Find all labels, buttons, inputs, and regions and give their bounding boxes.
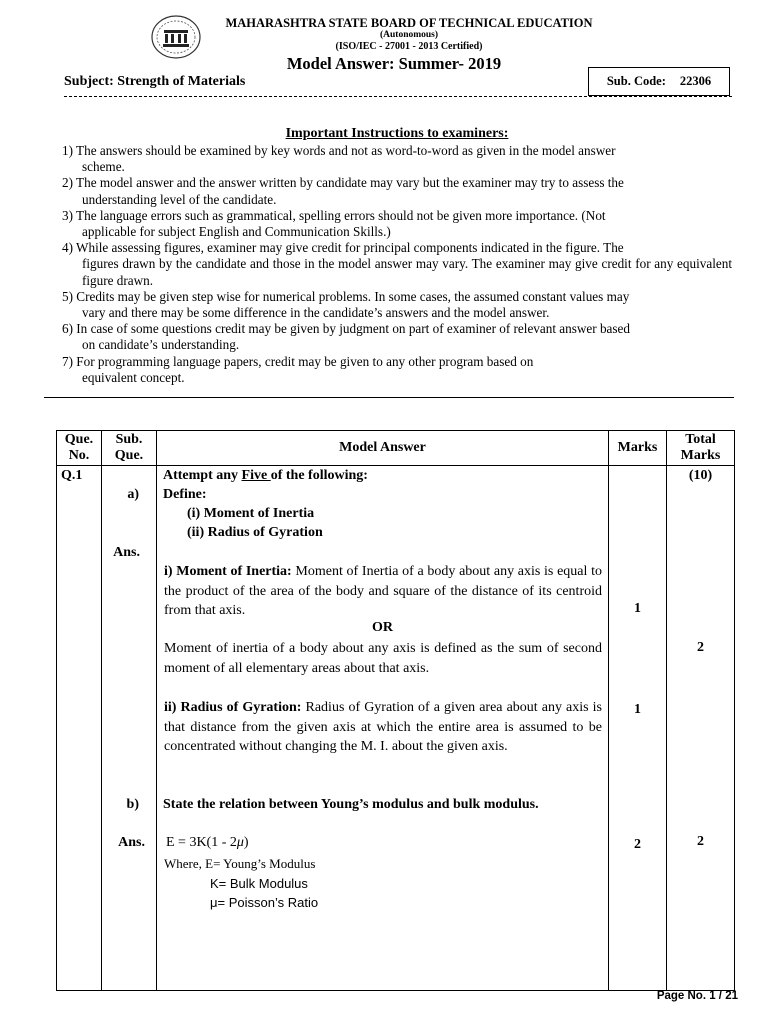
sub-que-cell [102,466,157,991]
subject-code-value: 22306 [679,74,712,88]
instruction-5: 5) Credits may be given step wise for numerical problems. In some cases, the assumed constant values may [62,288,630,304]
header-sub-que: Sub. Que. [102,431,157,466]
or-separator: OR [372,620,393,635]
header-model-answer: Model Answer [157,431,609,466]
poisson-ratio-def: μ= Poisson’s Ratio [210,895,319,910]
subject-code-label: Sub. Code: [606,74,666,88]
subject-code-box [588,67,730,96]
table-header-row [57,431,735,466]
moment-of-inertia-definition: i) Moment of Inertia: Moment of Inertia of a body about any axis is equal to the product of the area of the body and square of the distance of its centroid from that axis. [164,564,602,618]
marks-a-ii: 1 [634,702,641,717]
instruction-1: 1) The answers should be examined by key words and not as word-to-word as given in the model answer [62,143,616,158]
section-rule [44,397,734,398]
instruction-5-cont: vary and there may be some difference in the candidate’s answers and the model answer. [82,305,550,321]
dashed-divider [64,96,732,97]
instruction-4-cont: figures drawn by the candidate and those in the model answer may vary. The examiner may give credit for any equivalent figure drawn. [82,256,732,288]
instruction-2-cont: understanding level of the candidate. [82,191,277,207]
total-marks-q1: (10) [688,468,713,483]
header-que-no: Que. No. [57,431,102,466]
where-young-modulus: Where, E= Young’s Modulus [164,856,316,871]
total-marks-cell [667,466,735,991]
instructions-title: Important Instructions to examiners: [285,126,509,141]
instruction-4: 4) While assessing figures, examiner may give credit for principal components indicated in the figure. The [62,240,624,256]
instruction-3-cont: applicable for subject English and Communication Skills.) [82,224,391,240]
autonomous-label: (Autonomous) [379,30,439,40]
answer-cell [157,466,609,991]
page-number: Page No. 1 / 21 [656,990,738,1002]
question-number: Q.1 [61,468,83,483]
instructions-list [62,143,732,386]
question-b-text: State the relation between Young’s modulus and bulk modulus. [163,797,539,812]
model-answer-table [56,430,735,991]
moment-of-inertia-alt-definition: Moment of inertia of a body about any axis is defined as the sum of second moment of all elementary areas about that axis. [164,641,602,676]
marks-b: 2 [634,837,641,852]
define-label: Define: [163,487,207,502]
sub-question-b: b) [126,797,139,812]
instruction-6: 6) In case of some questions credit may be given by judgment on part of examiner of relevant answer based [62,321,630,337]
table-row [57,466,735,991]
certification-label: (ISO/IEC - 27001 - 2013 Certified) [335,41,483,52]
define-item-i: (i) Moment of Inertia [187,506,315,521]
que-cell [57,466,102,991]
relation-formula: E = 3K(1 - 2μ) [166,835,249,850]
instruction-6-cont: on candidate’s understanding. [82,337,240,353]
total-marks-b: 2 [697,834,704,849]
marks-a-i: 1 [634,601,641,616]
instruction-7-cont: equivalent concept. [82,369,185,385]
marks-cell [609,466,667,991]
instruction-1-cont: scheme. [82,159,125,175]
total-marks-a: 2 [697,640,704,655]
instruction-7: 7) For programming language papers, credit may be given to any other program based on [62,353,534,369]
ans-label-b: Ans. [118,835,145,850]
define-item-ii: (ii) Radius of Gyration [187,525,323,540]
document-title: Model Answer: Summer- 2019 [286,54,502,73]
ans-label-a: Ans. [113,545,140,560]
subject-label: Subject: Strength of Materials [64,74,246,89]
sub-question-a: a) [127,487,139,502]
attempt-instruction: Attempt any Five of the following: [163,468,368,483]
radius-of-gyration-definition: ii) Radius of Gyration: Radius of Gyration of a given area about any axis is that distance from the given axis at which the entire area is assumed to be concentrated without changing the M. I. about the given axis. [164,700,602,754]
bulk-modulus-def: K= Bulk Modulus [210,876,308,891]
header-marks: Marks [609,431,667,466]
header-total-marks: Total Marks [667,431,735,466]
board-name: MAHARASHTRA STATE BOARD OF TECHNICAL EDUCATION [225,16,593,30]
instruction-2: 2) The model answer and the answer written by candidate may vary but the examiner may try to assess the [62,175,624,191]
instruction-3: 3) The language errors such as grammatical, spelling errors should not be given more importance. (Not [62,207,606,223]
